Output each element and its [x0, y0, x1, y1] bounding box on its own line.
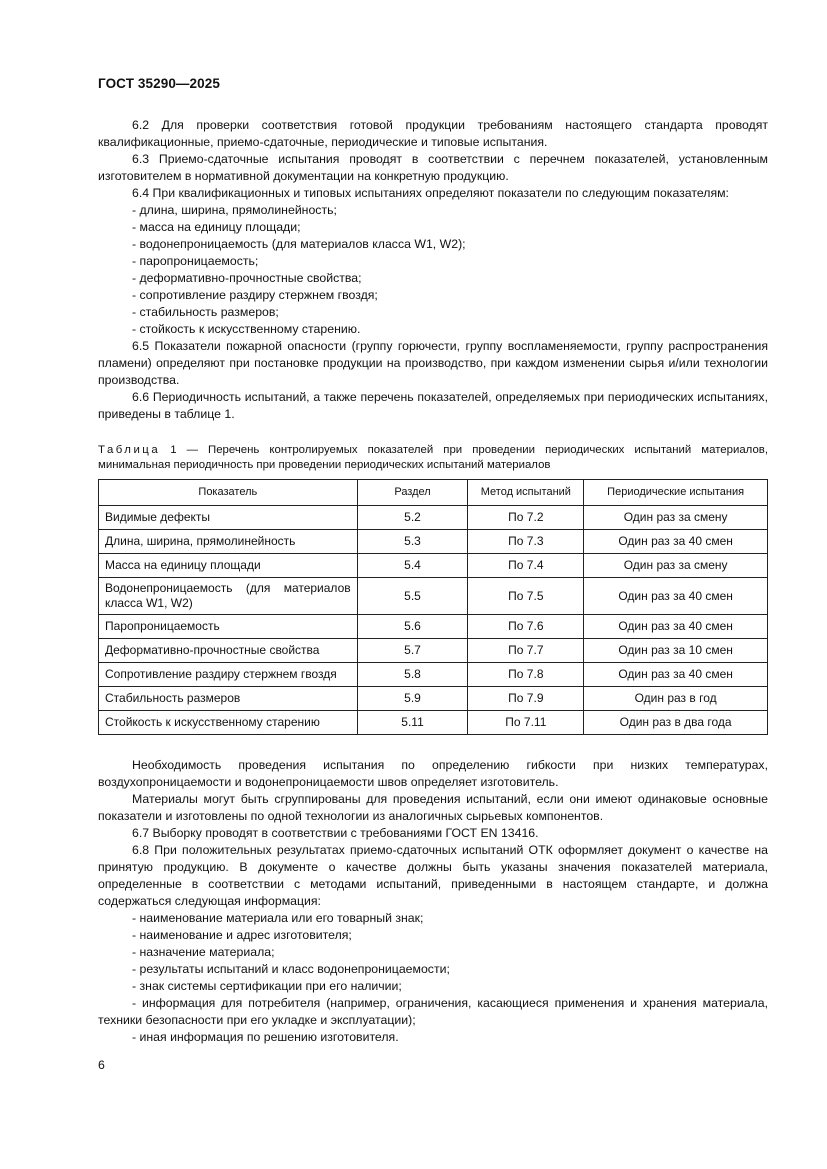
list-item: - информация для потребителя (например, ограничения, касающиеся применения и хранения материала, техники безопасности при его укладке и эксплуатации);: [98, 996, 768, 1027]
cell-periodic: Один раз за 40 смен: [584, 530, 768, 554]
cell-indicator: Водонепроницаемость (для материалов класса W1, W2): [99, 578, 358, 615]
cell-periodic: Один раз за 40 смен: [584, 578, 768, 615]
cell-section: 5.8: [357, 663, 468, 687]
cell-method: По 7.11: [468, 711, 584, 735]
cell-indicator: Сопротивление раздиру стержнем гвоздя: [99, 663, 358, 687]
cell-indicator: Масса на единицу площади: [99, 554, 358, 578]
list-item: - масса на единицу площади;: [132, 220, 301, 234]
paragraph-flexibility: Необходимость проведения испытания по определению гибкости при низких температурах, воздухопроницаемости и водонепроницаемости швов определяет изготовитель.: [98, 758, 768, 789]
cell-section: 5.2: [357, 506, 468, 530]
cell-periodic: Один раз за 40 смен: [584, 663, 768, 687]
page-number: 6: [98, 1058, 105, 1072]
cell-indicator: Видимые дефекты: [99, 506, 358, 530]
cell-periodic: Один раз за смену: [584, 554, 768, 578]
table-caption: [98, 443, 768, 473]
list-item: - стойкость к искусственному старению.: [132, 322, 361, 336]
list-item: - знак системы сертификации при его наличии;: [132, 979, 402, 993]
list-item: - назначение материала;: [132, 945, 275, 959]
table-row: [99, 554, 768, 578]
list-item: - иная информация по решению изготовителя.: [132, 1030, 399, 1044]
table-row: [99, 663, 768, 687]
paragraph-6-3: 6.3 Приемо-сдаточные испытания проводят в соответствии с перечнем показателей, установленным изготовителем в нормативной документации на конкретную продукцию.: [98, 152, 768, 183]
table-header-row: [99, 480, 768, 506]
cell-periodic: Один раз за 40 смен: [584, 615, 768, 639]
table-caption-label: Таблица: [98, 444, 161, 456]
cell-periodic: Один раз в год: [584, 687, 768, 711]
table-row: [99, 615, 768, 639]
paragraph-6-6: 6.6 Периодичность испытаний, а также перечень показателей, определяемых при периодических испытаниях, приведены в таблице 1.: [98, 390, 768, 421]
paragraph-6-4: 6.4 При квалификационных и типовых испытаниях определяют показатели по следующим показателям:: [132, 186, 729, 200]
cell-section: 5.4: [357, 554, 468, 578]
cell-section: 5.9: [357, 687, 468, 711]
cell-method: По 7.3: [468, 530, 584, 554]
table-row: [99, 530, 768, 554]
cell-section: 5.11: [357, 711, 468, 735]
column-header-section: Раздел: [357, 480, 468, 506]
cell-section: 5.7: [357, 639, 468, 663]
cell-section: 5.3: [357, 530, 468, 554]
list-item: - паропроницаемость;: [132, 254, 259, 268]
paragraph-6-7: 6.7 Выборку проводят в соответствии с требованиями ГОСТ EN 13416.: [132, 826, 539, 840]
section-after-table: [98, 757, 768, 1046]
list-item: - сопротивление раздиру стержнем гвоздя;: [132, 288, 378, 302]
cell-method: По 7.7: [468, 639, 584, 663]
cell-method: По 7.6: [468, 615, 584, 639]
periodic-tests-table: [98, 479, 768, 735]
table-row: [99, 711, 768, 735]
cell-indicator: Стойкость к искусственному старению: [99, 711, 358, 735]
cell-periodic: Один раз в два года: [584, 711, 768, 735]
paragraph-6-5: 6.5 Показатели пожарной опасности (группу горючести, группу воспламеняемости, группу распространения пламени) определяют при постановке продукции на производство, при каждом изменении сырья и/или технологии производства.: [98, 339, 768, 387]
cell-method: По 7.4: [468, 554, 584, 578]
column-header-indicator: Показатель: [99, 480, 358, 506]
column-header-method: Метод испытаний: [468, 480, 584, 506]
table-row: [99, 687, 768, 711]
table-caption-text: 1 — Перечень контролируемых показателей при проведении периодических испытаний материалов, минимальная периодичность при проведении периодических испытаний материалов: [98, 444, 768, 471]
column-header-periodic: Периодические испытания: [584, 480, 768, 506]
cell-periodic: Один раз за смену: [584, 506, 768, 530]
cell-method: По 7.2: [468, 506, 584, 530]
cell-indicator: Деформативно-прочностные свойства: [99, 639, 358, 663]
cell-indicator: Паропроницаемость: [99, 615, 358, 639]
paragraph-grouping: Материалы могут быть сгруппированы для проведения испытаний, если они имеют одинаковые основные показатели и изготовлены по одной технологии из аналогичных сырьевых компонентов.: [98, 792, 768, 823]
cell-section: 5.5: [357, 578, 468, 615]
cell-section: 5.6: [357, 615, 468, 639]
cell-indicator: Стабильность размеров: [99, 687, 358, 711]
table-row: [99, 506, 768, 530]
cell-method: По 7.8: [468, 663, 584, 687]
cell-periodic: Один раз за 10 смен: [584, 639, 768, 663]
paragraph-6-8: 6.8 При положительных результатах приемо-сдаточных испытаний ОТК оформляет документ о качестве на принятую продукцию. В документе о качестве должны быть указаны значения показателей материала, определенные в соответствии с методами испытаний, приведенными в настоящем стандарте, и должна содержаться следующая информация:: [98, 843, 768, 908]
section-6-2-to-6-6: [98, 117, 768, 423]
table-row: [99, 639, 768, 663]
cell-method: По 7.5: [468, 578, 584, 615]
list-item: - длина, ширина, прямолинейность;: [132, 203, 337, 217]
list-item: - наименование материала или его товарный знак;: [132, 911, 424, 925]
list-item: - результаты испытаний и класс водонепроницаемости;: [132, 962, 450, 976]
paragraph-6-2: 6.2 Для проверки соответствия готовой продукции требованиям настоящего стандарта проводят квалификационные, приемо-сдаточные, периодические и типовые испытания.: [98, 118, 768, 149]
cell-indicator: Длина, ширина, прямолинейность: [99, 530, 358, 554]
document-header: ГОСТ 35290—2025: [98, 76, 220, 91]
cell-method: По 7.9: [468, 687, 584, 711]
list-item: - водонепроницаемость (для материалов класса W1, W2);: [132, 237, 466, 251]
list-item: - наименование и адрес изготовителя;: [132, 928, 352, 942]
table-row: [99, 578, 768, 615]
list-item: - деформативно-прочностные свойства;: [132, 271, 362, 285]
list-item: - стабильность размеров;: [132, 305, 279, 319]
